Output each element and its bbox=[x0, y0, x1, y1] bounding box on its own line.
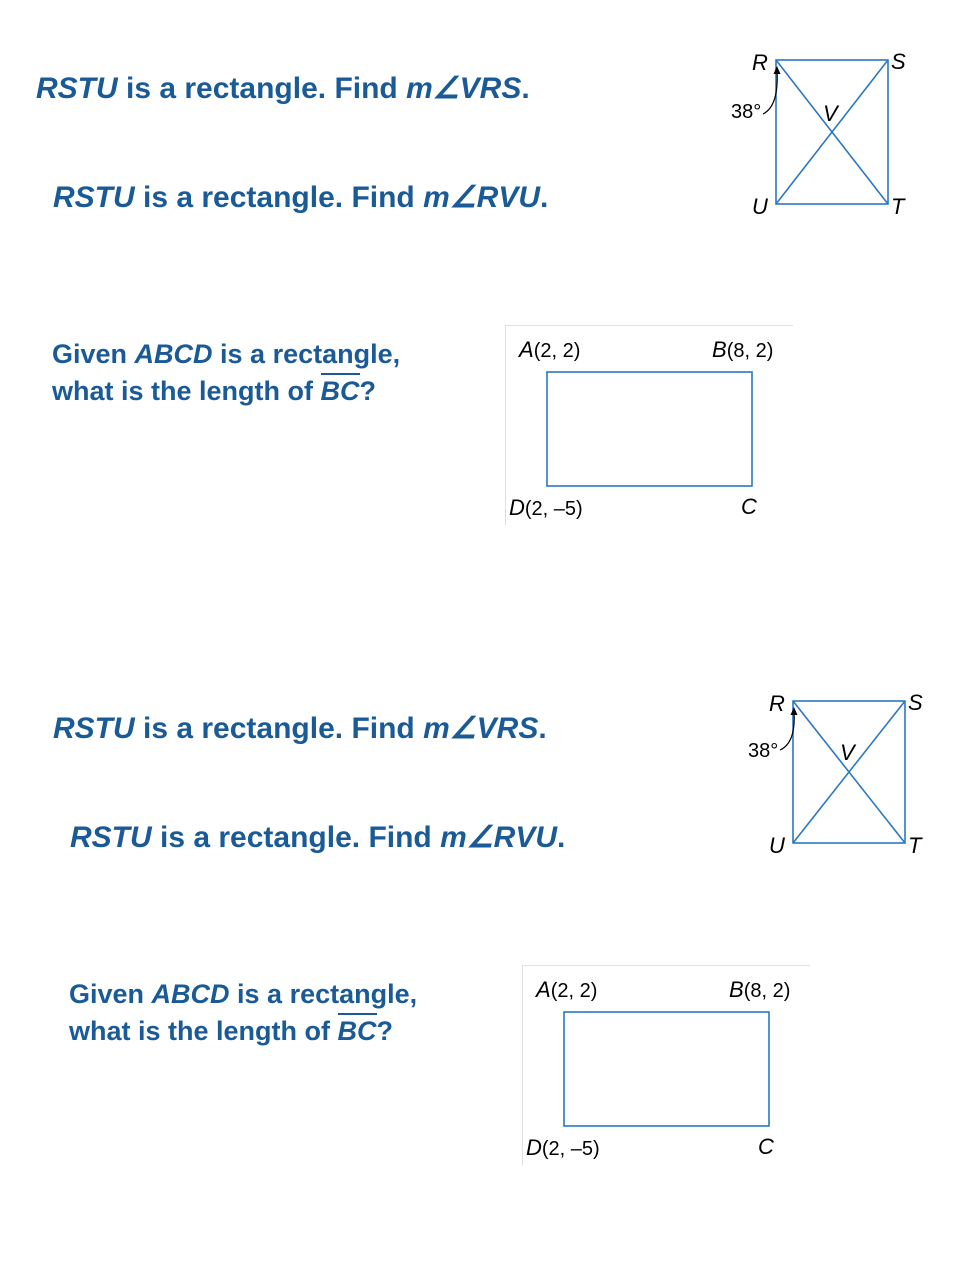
rectangle-name: RSTU bbox=[53, 712, 135, 745]
rectangle-abcd-figure bbox=[522, 965, 812, 1165]
rectangle-rstu-figure bbox=[725, 44, 925, 224]
question-line-2 bbox=[69, 1013, 417, 1050]
vertex-label-s: S bbox=[908, 690, 923, 715]
angle-arc bbox=[763, 70, 777, 114]
rectangle-abcd bbox=[547, 372, 752, 486]
vertex-label-d: D(2, –5) bbox=[526, 1135, 600, 1160]
question-length-bc bbox=[52, 336, 400, 410]
angle-arc bbox=[780, 711, 794, 750]
rectangle-name: RSTU bbox=[70, 821, 152, 854]
vertex-label-b: B(8, 2) bbox=[729, 977, 791, 1002]
question-text: is a rectangle. Find bbox=[134, 712, 424, 745]
rectangle-rstu-figure bbox=[742, 685, 942, 865]
question-find-angle-rvu bbox=[70, 823, 565, 853]
vertex-label-d: D(2, –5) bbox=[509, 495, 583, 520]
period: . bbox=[540, 181, 549, 214]
rectangle-abcd-figure bbox=[505, 325, 795, 525]
vertex-label-s: S bbox=[891, 49, 906, 74]
angle-name: m∠RVU bbox=[440, 821, 558, 854]
intersection-label-v: V bbox=[823, 101, 838, 126]
question-find-angle-vrs bbox=[36, 74, 530, 104]
vertex-label-r: R bbox=[752, 50, 768, 75]
angle-arrowhead bbox=[774, 66, 781, 74]
angle-arrowhead bbox=[791, 707, 798, 715]
segment-bc: BC bbox=[338, 1013, 377, 1050]
vertex-label-c: C bbox=[741, 494, 757, 519]
vertex-label-r: R bbox=[769, 691, 785, 716]
question-text: Given bbox=[52, 339, 135, 369]
question-text: what is the length of bbox=[52, 376, 321, 406]
vertex-label-a: A(2, 2) bbox=[519, 337, 581, 362]
question-line-1 bbox=[52, 336, 400, 373]
vertex-label-a: A(2, 2) bbox=[536, 977, 598, 1002]
question-find-angle-vrs bbox=[53, 714, 547, 744]
question-line-1 bbox=[69, 976, 417, 1013]
angle-measure-label: 38° bbox=[731, 101, 762, 123]
question-text: is a rectangle. Find bbox=[134, 181, 424, 214]
question-line-2 bbox=[52, 373, 400, 410]
segment-bc: BC bbox=[321, 373, 360, 410]
question-text: what is the length of bbox=[69, 1016, 338, 1046]
rectangle-name: ABCD bbox=[151, 979, 230, 1009]
period: . bbox=[538, 712, 547, 745]
vertex-label-t: T bbox=[908, 833, 922, 858]
question-text: Given bbox=[69, 979, 152, 1009]
angle-measure-label: 38° bbox=[748, 740, 779, 762]
question-text: is a rectangle, bbox=[212, 339, 401, 369]
rectangle-name: ABCD bbox=[134, 339, 213, 369]
question-length-bc bbox=[69, 976, 417, 1050]
question-mark: ? bbox=[359, 376, 376, 406]
angle-name: m∠VRS bbox=[406, 72, 522, 105]
vertex-label-c: C bbox=[758, 1134, 774, 1159]
period: . bbox=[521, 72, 530, 105]
rectangle-abcd bbox=[564, 1012, 769, 1126]
angle-name: m∠RVU bbox=[423, 181, 541, 214]
question-text: is a rectangle. Find bbox=[151, 821, 441, 854]
angle-name: m∠VRS bbox=[423, 712, 539, 745]
vertex-label-b: B(8, 2) bbox=[712, 337, 774, 362]
period: . bbox=[557, 821, 566, 854]
rectangle-name: RSTU bbox=[36, 72, 118, 105]
question-text: is a rectangle. Find bbox=[117, 72, 407, 105]
question-mark: ? bbox=[376, 1016, 393, 1046]
question-text: is a rectangle, bbox=[229, 979, 418, 1009]
vertex-label-t: T bbox=[891, 194, 905, 219]
vertex-label-u: U bbox=[769, 833, 785, 858]
vertex-label-u: U bbox=[752, 194, 768, 219]
question-find-angle-rvu bbox=[53, 183, 548, 213]
rectangle-name: RSTU bbox=[53, 181, 135, 214]
intersection-label-v: V bbox=[840, 740, 855, 765]
